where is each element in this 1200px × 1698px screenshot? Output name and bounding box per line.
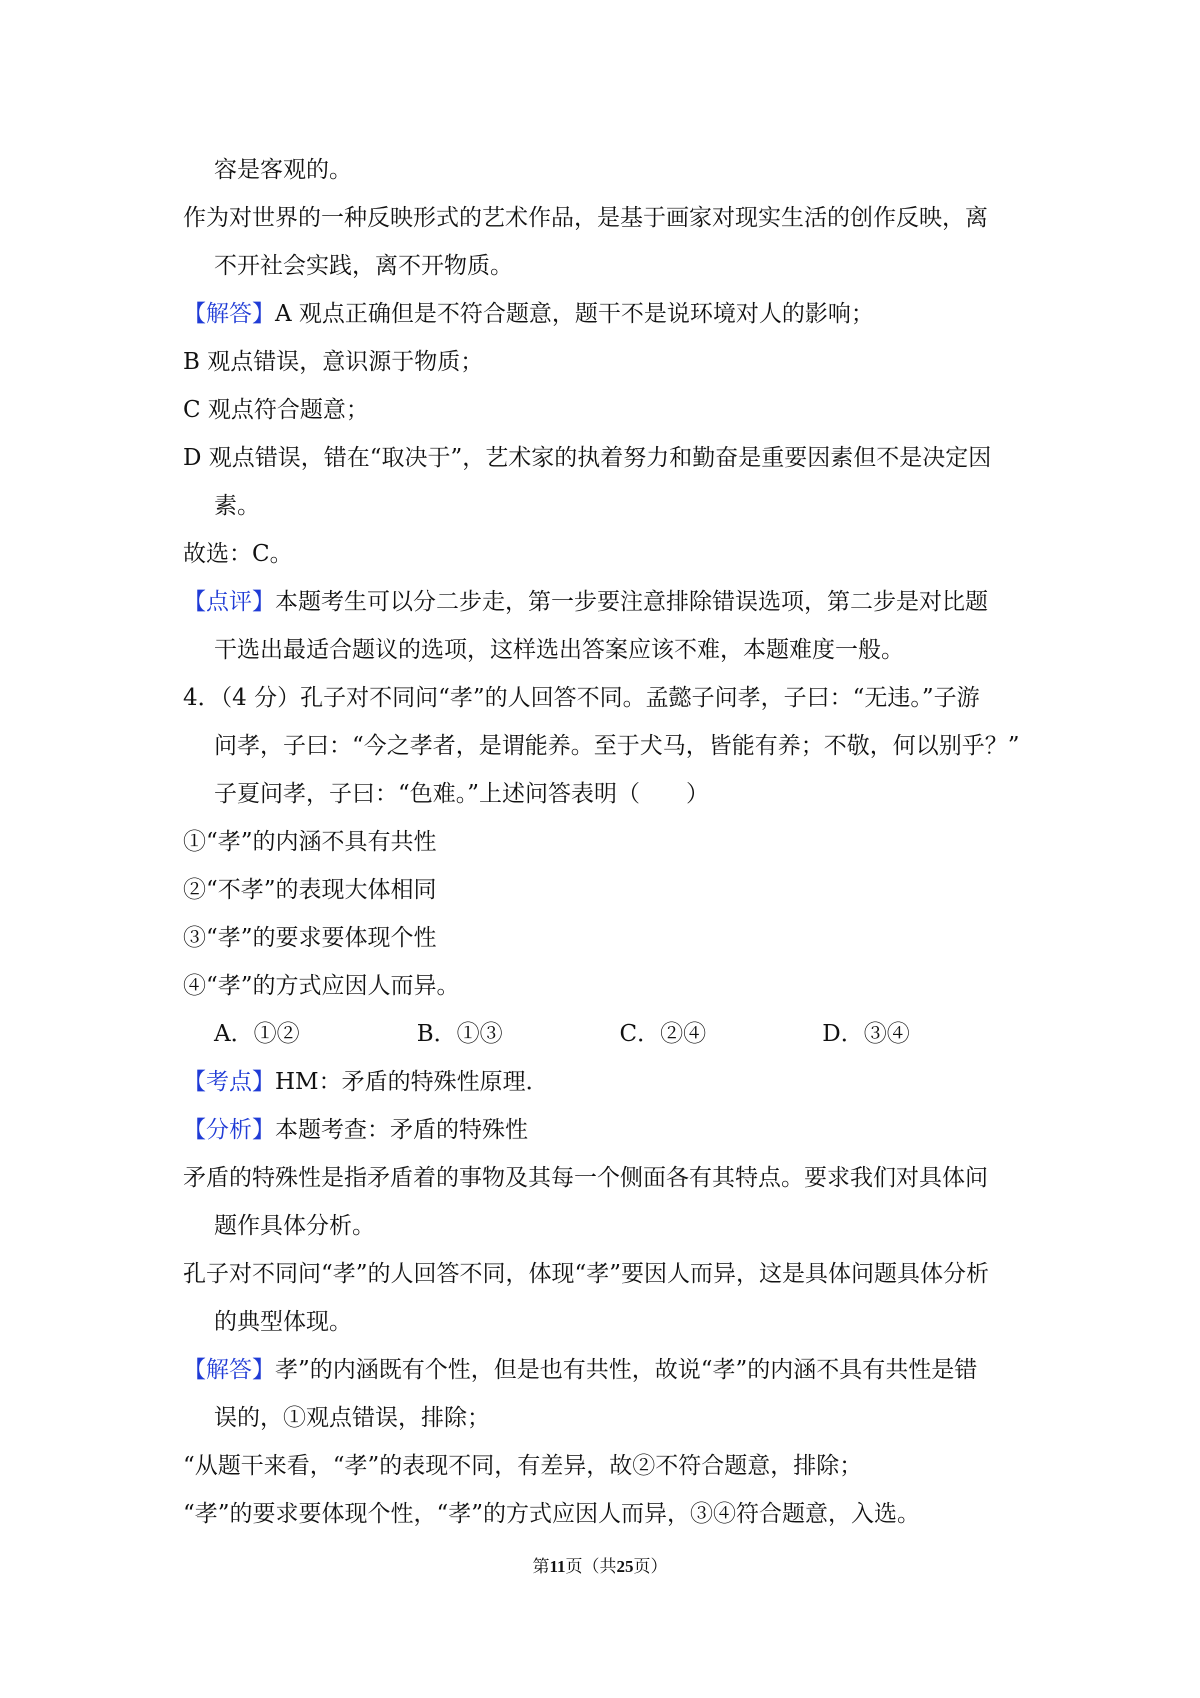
knowledge-point-tag: 【考点】 <box>183 1069 275 1095</box>
text-line: “孝”的要求要体现个性，“孝”的方式应因人而异，③④符合题意，入选。 <box>183 1501 921 1527</box>
option-b: B．①③ <box>416 1021 503 1047</box>
footer-prefix: 第 <box>532 1557 550 1577</box>
answer-text: A 观点正确但是不符合题意，题干不是说环境对人的影响； <box>275 301 874 327</box>
text-line: 误的，①观点错误，排除； <box>214 1405 490 1431</box>
analysis-tag: 【分析】 <box>183 1117 275 1143</box>
knowledge-point-line <box>183 1058 1025 1106</box>
answer-line <box>183 290 1025 338</box>
analysis-line <box>183 1106 1025 1154</box>
text-line: “从题干来看，“孝”的表现不同，有差异，故②不符合题意，排除； <box>183 1453 863 1479</box>
question-4-line: 子夏问孝，子曰：“色难。”上述问答表明（ ） <box>214 781 710 807</box>
question-4-line: 问孝，子曰：“今之孝者，是谓能养。至于犬马，皆能有养；不敬，何以别乎？” <box>214 733 1020 759</box>
analysis-text: 本题考查：矛盾的特殊性 <box>275 1117 528 1143</box>
footer-middle: 页（共 <box>565 1557 617 1577</box>
answer-options <box>183 1010 1025 1058</box>
statement-3: ③“孝”的要求要体现个性 <box>183 925 437 951</box>
option-c: C．②④ <box>619 1021 707 1047</box>
text-line: 不开社会实践，离不开物质。 <box>214 253 513 279</box>
text-line: 干选出最适合题议的选项，这样选出答案应该不难，本题难度一般。 <box>214 637 904 663</box>
answer-tag: 【解答】 <box>183 301 275 327</box>
footer-suffix: 页） <box>633 1557 668 1577</box>
comment-text: 本题考生可以分二步走，第一步要注意排除错误选项，第二步是对比题 <box>275 589 988 615</box>
question-4-line: 4．（4 分）孔子对不同问“孝”的人回答不同。孟懿子问孝，子曰：“无违。”子游 <box>183 685 980 711</box>
text-line: 故选：C。 <box>183 541 293 567</box>
text-line: C 观点符合题意； <box>183 397 369 423</box>
option-a: A．①② <box>214 1021 300 1047</box>
answer-line <box>183 1346 1025 1394</box>
text-line: 矛盾的特殊性是指矛盾着的事物及其每一个侧面各有其特点。要求我们对具体问 <box>183 1165 988 1191</box>
footer-page-number: 11 <box>549 1557 566 1576</box>
text-line: 作为对世界的一种反映形式的艺术作品，是基于画家对现实生活的创作反映，离 <box>183 205 988 231</box>
page-footer <box>0 1555 1200 1579</box>
comment-line <box>183 578 1025 626</box>
page-content <box>183 146 1025 1538</box>
text-line: 孔子对不同问“孝”的人回答不同，体现“孝”要因人而异，这是具体问题具体分析 <box>183 1261 990 1287</box>
text-line: 的典型体现。 <box>214 1309 352 1335</box>
text-line: 素。 <box>214 493 260 519</box>
text-line: D 观点错误，错在“取决于”，艺术家的执着努力和勤奋是重要因素但不是决定因 <box>183 445 992 471</box>
answer-text: 孝”的内涵既有个性，但是也有共性，故说“孝”的内涵不具有共性是错 <box>275 1357 978 1383</box>
text-line: B 观点错误，意识源于物质； <box>183 349 484 375</box>
text-line: 容是客观的。 <box>214 157 352 183</box>
option-d: D．③④ <box>822 1021 910 1047</box>
footer-total-pages: 25 <box>616 1557 634 1576</box>
statement-2: ②“不孝”的表现大体相同 <box>183 877 437 903</box>
knowledge-point-text: HM：矛盾的特殊性原理． <box>275 1069 549 1095</box>
comment-tag: 【点评】 <box>183 589 275 615</box>
text-line: 题作具体分析。 <box>214 1213 375 1239</box>
statement-1: ①“孝”的内涵不具有共性 <box>183 829 437 855</box>
statement-4: ④“孝”的方式应因人而异。 <box>183 973 460 999</box>
answer-tag: 【解答】 <box>183 1357 275 1383</box>
